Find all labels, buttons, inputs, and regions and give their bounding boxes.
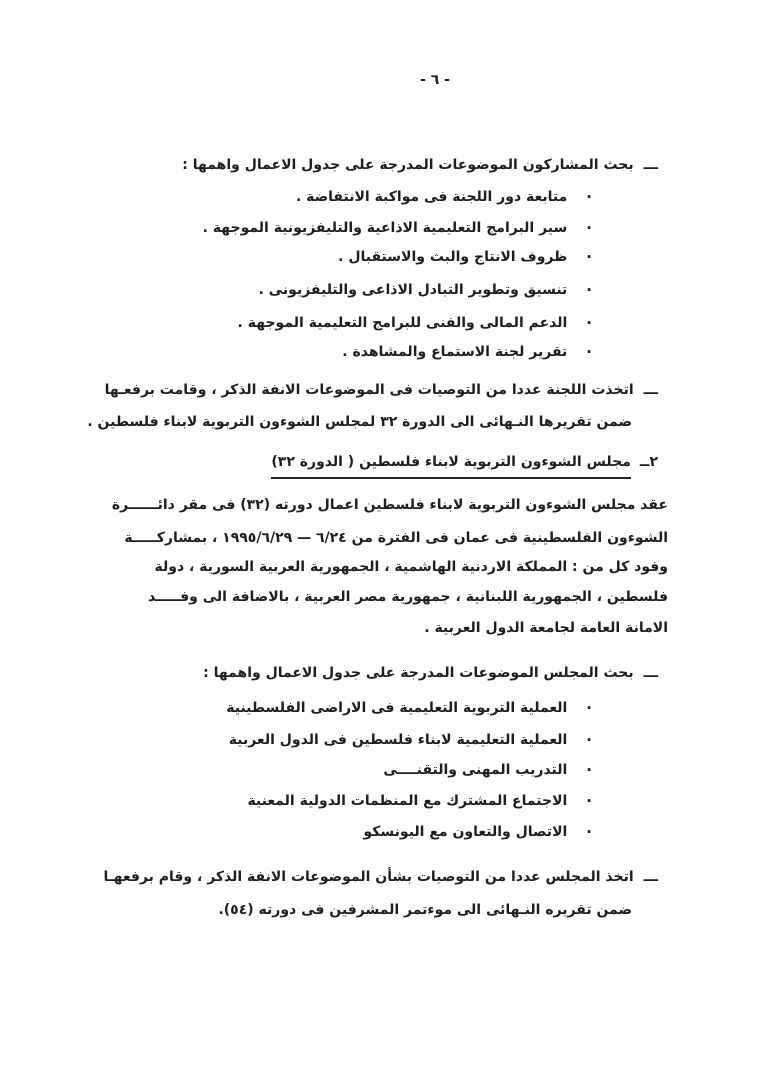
- paragraph-line: [148, 587, 668, 607]
- dot-bullet-marker: ·: [586, 314, 592, 332]
- sub-list-item: [364, 822, 593, 842]
- sub-item-text: ظروف الانتاج والبث والاستقبال .: [338, 249, 568, 265]
- paragraph-text: الشوءون الفلسطينية فى عمان فى الفترة من ٦/٢٤ — ١٩٩٥/٦/٢٩ ، بمشاركـــــة: [124, 530, 668, 546]
- list-item-text: بحث المشاركون الموضوعات المدرجة على جدول الاعمال واهمها :: [182, 157, 634, 173]
- dot-bullet-marker: ·: [586, 343, 592, 361]
- heading-number: ٢ــ: [639, 454, 658, 470]
- list-item-text: ضمن تقريره النـهائى الى موءتمر المشرفين فى دورته (٥٤).: [218, 902, 632, 918]
- list-item-continuation: [87, 412, 632, 432]
- heading-title: مجلس الشوءون التربوية لابناء فلسطين ( الدورة ٣٢): [271, 452, 631, 479]
- list-item-text: اتخذت اللجنة عددا من التوصيات فى الموضوعات الانفة الذكر ، وقامت برفعـها: [104, 382, 634, 398]
- sub-list-item: [226, 698, 592, 718]
- sub-list-item: [383, 760, 592, 780]
- dot-bullet-marker: ·: [586, 188, 592, 206]
- dash-bullet-marker: ـــ: [643, 869, 658, 885]
- dash-bullet-marker: ـــ: [643, 382, 658, 398]
- paragraph-text: عقد مجلس الشوءون التربوية لابناء فلسطين اعمال دورته (٣٢) فى مقر دائــــــرة: [111, 497, 668, 513]
- list-item-text: بحث المجلس الموضوعات المدرجة على جدول الاعمال واهمها :: [203, 665, 634, 681]
- paragraph-line: [124, 528, 668, 548]
- sub-list-item: [259, 280, 592, 300]
- sub-list-item: [229, 730, 592, 750]
- section-heading: [271, 452, 658, 479]
- page-number: - ٦ -: [420, 72, 450, 88]
- dot-bullet-marker: ·: [586, 281, 592, 299]
- sub-item-text: الاجتماع المشترك مع المنظمات الدولية المعنية: [247, 793, 568, 809]
- list-item-text: ضمن تقريرها النـهائى الى الدورة ٣٢ لمجلس الشوءون التربوية لابناء فلسطين .: [87, 414, 632, 430]
- dot-bullet-marker: ·: [586, 731, 592, 749]
- sub-list-item: [338, 247, 592, 267]
- sub-list-item: [238, 313, 592, 333]
- sub-list-item: [247, 791, 592, 811]
- list-item: [203, 663, 658, 683]
- list-item: [104, 867, 658, 887]
- dot-bullet-marker: ·: [586, 248, 592, 266]
- dot-bullet-marker: ·: [586, 823, 592, 841]
- list-item: [182, 155, 658, 175]
- paragraph-line: [424, 618, 668, 638]
- sub-item-text: تقرير لجنة الاستماع والمشاهدة .: [342, 344, 568, 360]
- sub-item-text: تنسيق وتطوير التبادل الاذاعى والتليفزيونى .: [258, 282, 568, 298]
- paragraph-text: فلسطين ، الجمهورية اللبنانية ، جمهورية مصر العربية ، بالاضافة الى وفـــــد: [147, 589, 668, 605]
- sub-item-text: سير البرامج التعليمية الاذاعية والتليفزيونية الموجهة .: [202, 220, 568, 236]
- sub-list-item: [203, 218, 592, 238]
- sub-list-item: [296, 187, 592, 207]
- paragraph-line: [155, 557, 668, 577]
- dot-bullet-marker: ·: [586, 219, 592, 237]
- paragraph-text: وفود كل من : المملكة الاردنية الهاشمية ، الجمهورية العربية السورية ، دولة: [154, 559, 668, 575]
- dash-bullet-marker: ـــ: [643, 157, 658, 173]
- paragraph-text: الامانة العامة لجامعة الدول العربية .: [424, 620, 668, 636]
- list-item-text: اتخذ المجلس عددا من التوصيات بشأن الموضوعات الانفة الذكر ، وقام برفعهـا: [103, 869, 634, 885]
- sub-list-item: [342, 342, 592, 362]
- list-item: [105, 380, 658, 400]
- dash-bullet-marker: ـــ: [643, 665, 658, 681]
- dot-bullet-marker: ·: [586, 761, 592, 779]
- paragraph-line: [112, 495, 668, 515]
- list-item-continuation: [218, 900, 632, 920]
- sub-item-text: التدريب المهنى والتقنــــى: [383, 762, 568, 778]
- sub-item-text: الدعم المالى والفنى للبرامج التعليمية الموجهة .: [237, 315, 568, 331]
- sub-item-text: العملية التعليمية لابناء فلسطين فى الدول العربية: [228, 732, 568, 748]
- sub-item-text: العملية التربوية التعليمية فى الاراضى الفلسطينية: [226, 700, 568, 716]
- dot-bullet-marker: ·: [586, 792, 592, 810]
- dot-bullet-marker: ·: [586, 699, 592, 717]
- sub-item-text: متابعة دور اللجنة فى مواكبة الانتفاضة .: [295, 189, 568, 205]
- sub-item-text: الاتصال والتعاون مع اليونسكو: [363, 824, 568, 840]
